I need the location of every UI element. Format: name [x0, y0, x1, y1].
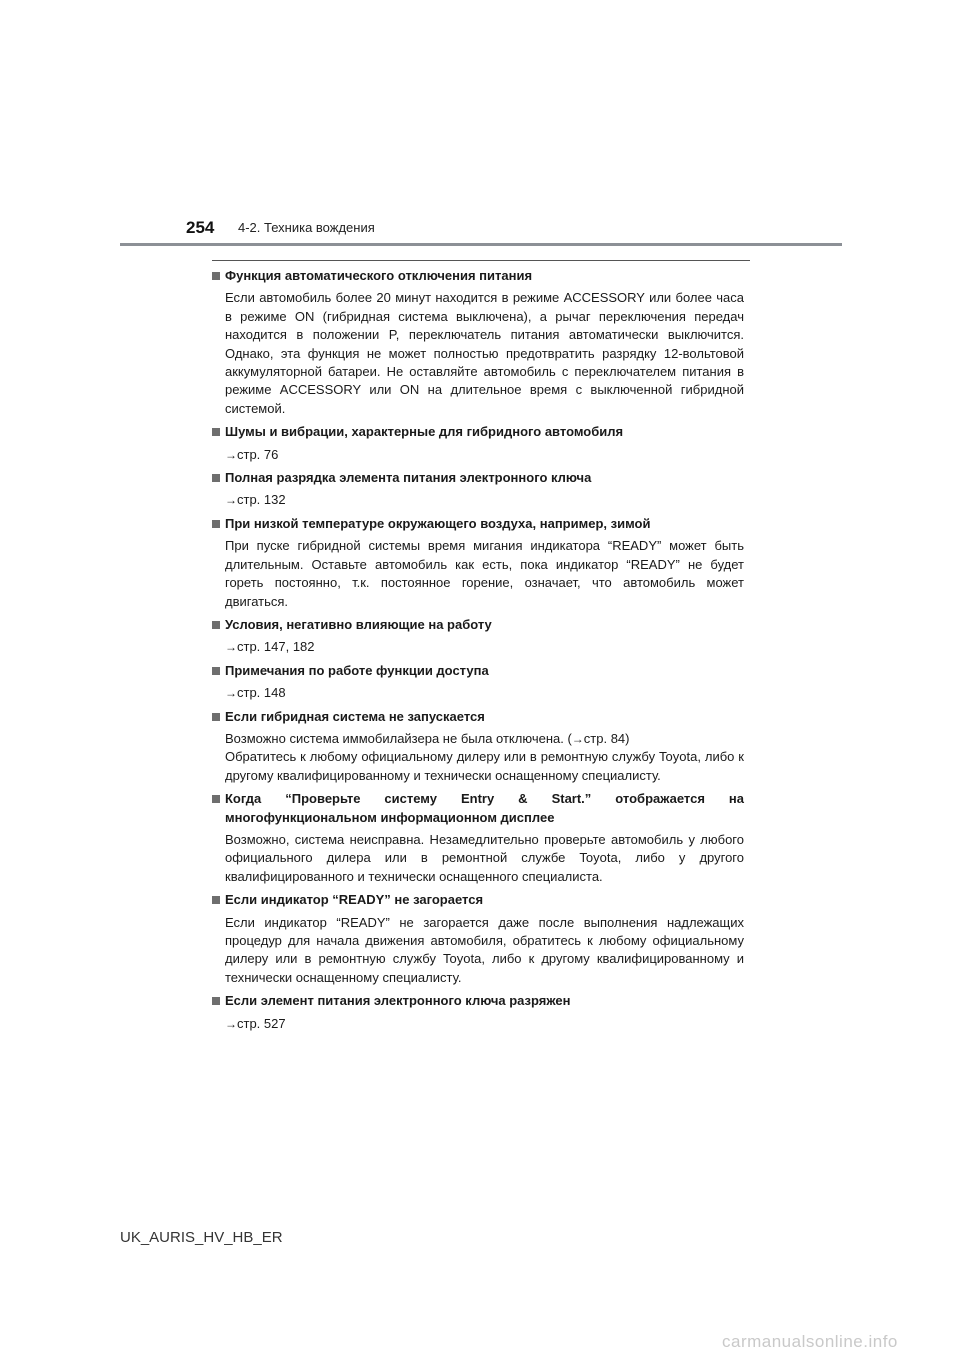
arrow-right-icon: →: [225, 493, 237, 508]
topic-heading: Если индикатор “READY” не загорается: [225, 892, 484, 908]
square-bullet-icon: [212, 428, 220, 436]
topic-heading: При низкой температуре окружающего воздуха, например, зимой: [225, 515, 651, 531]
square-bullet-icon: [212, 896, 220, 904]
page-reference[interactable]: [212, 446, 744, 464]
arrow-right-icon: →: [225, 640, 237, 655]
topic-heading: Примечания по работе функции доступа: [225, 662, 489, 678]
topic-low-temperature: [212, 515, 744, 611]
page-reference[interactable]: [212, 1015, 744, 1033]
arrow-right-icon: →: [225, 447, 237, 462]
page-reference[interactable]: [212, 638, 744, 656]
content-rule: [212, 260, 750, 261]
square-bullet-icon: [212, 795, 220, 803]
square-bullet-icon: [212, 667, 220, 675]
footer-doc-code: UK_AURIS_HV_HB_ER: [120, 1229, 283, 1246]
arrow-right-icon: →: [225, 686, 237, 701]
topic-ready-not-lit: [212, 891, 744, 987]
page-number: 254: [186, 218, 215, 237]
page-reference[interactable]: [212, 491, 744, 509]
topic-body: При пуске гибридной системы время мигания индикатора “READY” может быть длительным. Оставьте автомобиль как есть, пока индикатор “READY” не будет гореть постоянно, т.к. постоянное горение, означает, что автомобиль может двигаться.: [225, 538, 744, 609]
arrow-right-icon: →: [571, 731, 584, 746]
topic-auto-power-off: [212, 267, 744, 418]
body-text: Возможно система иммобилайзера не была отключена. (: [225, 730, 572, 746]
reference-text: стр. 76: [237, 446, 279, 462]
topic-heading: Функция автоматического отключения питания: [225, 268, 533, 283]
content-body: [212, 267, 744, 1038]
topic-noise-vibration: [212, 423, 744, 464]
topic-heading: Условия, негативно влияющие на работу: [225, 616, 492, 632]
topic-key-battery-depleted: [212, 469, 744, 510]
reference-text: стр. 132: [237, 492, 286, 508]
topic-heading: Шумы и вибрации, характерные для гибридного автомобиля: [225, 424, 624, 440]
topic-body: Если автомобиль более 20 минут находится в режиме ACCESSORY или более часа в режиме ON (гибридная система выключена), а рычаг переключения передач находится в положении P, переключатель питания автоматически выключится. Однако, эта функция не может полностью предотвратить разрядку 12-вольтовой аккумуляторной батареи. Не оставляйте автомобиль с переключателем питания в режиме ACCESSORY или ON на длительное время с выключенной гибридной системой.: [225, 290, 744, 416]
square-bullet-icon: [212, 272, 220, 280]
topic-body: Если индикатор “READY” не загорается даже после выполнения надлежащих процедур для начала движения автомобиля, обратитесь к любому официальному дилеру или в ремонтную службу Toyota, либо к другому квалифицированному и технически оснащенному специалисту.: [225, 914, 744, 985]
header-rule: [120, 243, 842, 246]
square-bullet-icon: [212, 997, 220, 1005]
topic-access-notes: [212, 662, 744, 703]
square-bullet-icon: [212, 474, 220, 482]
topic-heading: Если элемент питания электронного ключа разряжен: [225, 993, 571, 1009]
body-line: Обратитесь к любому официальному дилеру или в ремонтную службу Toyota, либо к другому квалифицированному и технически оснащенному специалисту.: [225, 749, 744, 783]
topic-heading: Если гибридная система не запускается: [225, 708, 485, 724]
square-bullet-icon: [212, 520, 220, 528]
square-bullet-icon: [212, 713, 220, 721]
reference-text[interactable]: стр. 84: [583, 730, 626, 746]
topic-key-battery-discharged: [212, 992, 744, 1033]
reference-text: стр. 148: [237, 685, 286, 701]
topic-body: [212, 730, 744, 785]
reference-text: стр. 147, 182: [237, 639, 315, 655]
topic-negative-conditions: [212, 616, 744, 657]
reference-text: стр. 527: [237, 1015, 286, 1031]
page-reference[interactable]: [212, 684, 744, 702]
watermark: carmanualsonline.info: [722, 1332, 898, 1351]
body-text: ): [625, 730, 630, 746]
topic-hybrid-not-starting: [212, 708, 744, 786]
square-bullet-icon: [212, 621, 220, 629]
topic-check-entry-start: [212, 790, 744, 886]
arrow-right-icon: →: [225, 1016, 237, 1031]
topic-heading: Полная разрядка элемента питания электронного ключа: [225, 470, 592, 486]
topic-body: Возможно, система неисправна. Незамедлительно проверьте автомобиль у любого официального дилера или в ремонтной службе Toyota, либо у другого квалифицированного и технически оснащенного специалиста.: [225, 831, 744, 884]
body-line: [225, 730, 744, 748]
section-title: 4-2. Техника вождения: [238, 220, 375, 235]
topic-heading: Когда “Проверьте систему Entry & Start.” отображается на многофункциональном информационном дисплее: [225, 791, 744, 825]
